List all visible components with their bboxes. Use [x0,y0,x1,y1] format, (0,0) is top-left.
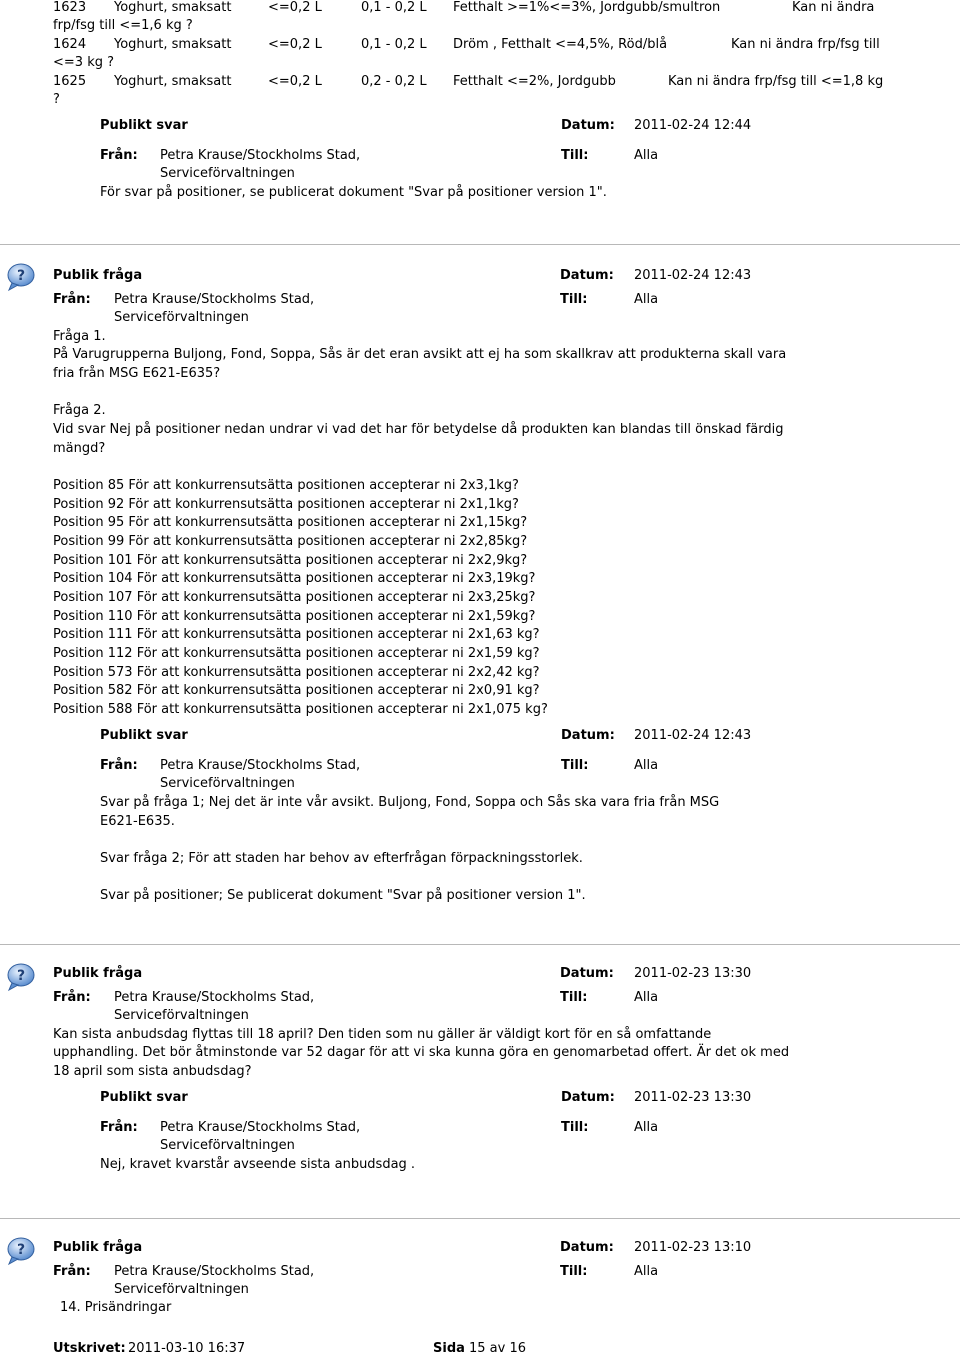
to-value: Alla [634,990,659,1005]
printed-label: Utskrivet: [53,1341,126,1356]
position-line: Position 110 För att konkurrensutsätta positionen accepterar ni 2x1,59kg? [53,609,536,624]
answer-text-line: Svar fråga 2; För att staden har behov av efterfrågan förpackningsstorlek. [100,851,583,866]
answer-text-line: E621-E635. [100,814,175,829]
divider [0,1218,960,1219]
product-note: Kan ni ändra frp/fsg till <=1,8 kg [668,74,884,89]
date-value: 2011-02-23 13:10 [634,1240,752,1255]
date-label: Datum: [561,728,615,743]
position-line: Position 588 För att konkurrensutsätta positionen accepterar ni 2x1,075 kg? [53,702,548,717]
date-label: Datum: [560,966,614,981]
question-text-line: På Varugrupperna Buljong, Fond, Soppa, Sås är det eran avsikt att ej ha som skallkrav att produkterna skall vara [53,347,787,362]
position-line: Position 95 För att konkurrensutsätta positionen accepterar ni 2x1,15kg? [53,515,528,530]
product-note: Kan ni ändra frp/fsg till [731,37,880,52]
product-id: 1624 [53,37,87,52]
svg-text:?: ? [16,1242,26,1258]
position-line: Position 99 För att konkurrensutsätta positionen accepterar ni 2x2,85kg? [53,534,528,549]
sender-name: Petra Krause/Stockholms Stad, [114,292,315,307]
sender-name: Petra Krause/Stockholms Stad, [160,148,361,163]
sender-name: Petra Krause/Stockholms Stad, [160,1120,361,1135]
answer-heading: Publikt svar [100,118,188,133]
to-label: Till: [561,148,589,163]
question-text-line: Fråga 2. [53,403,106,418]
product-spec: Fetthalt <=2%, Jordgubb [453,74,616,89]
to-value: Alla [634,758,659,773]
date-label: Datum: [560,268,614,283]
question-text-line: Vid svar Nej på positioner nedan undrar vi vad det har för betydelse då produkten kan blandas till önskad färdig [53,422,784,437]
product-range: 0,1 - 0,2 L [361,0,427,15]
date-value: 2011-02-23 13:30 [634,1090,752,1105]
question-heading: Publik fråga [53,1240,143,1255]
product-spec: Fetthalt >=1%<=3%, Jordgubb/smultron [453,0,721,15]
sender-name: Petra Krause/Stockholms Stad, [114,1264,315,1279]
to-value: Alla [634,1120,659,1135]
position-line: Position 92 För att konkurrensutsätta positionen accepterar ni 2x1,1kg? [53,497,519,512]
answer-text: Nej, kravet kvarstår avseende sista anbudsdag . [100,1157,416,1172]
to-value: Alla [634,148,659,163]
answer-heading: Publikt svar [100,728,188,743]
sender-name: Petra Krause/Stockholms Stad, [160,758,361,773]
product-note: Kan ni ändra [792,0,875,15]
product-id: 1623 [53,0,87,15]
to-label: Till: [561,758,589,773]
printed-value: 2011-03-10 16:37 [128,1341,246,1356]
sender-department: Serviceförvaltningen [114,310,249,325]
question-heading: Publik fråga [53,966,143,981]
svg-text:?: ? [16,268,26,284]
product-range: 0,2 - 0,2 L [361,74,427,89]
product-name: Yoghurt, smaksatt [114,37,232,52]
page-value: 15 av 16 [469,1341,527,1356]
from-label: Från: [100,148,138,163]
question-bubble-icon [6,1236,36,1266]
position-line: Position 85 För att konkurrensutsätta positionen accepterar ni 2x3,1kg? [53,478,519,493]
svg-text:?: ? [16,968,26,984]
product-size: <=0,2 L [268,0,322,15]
from-label: Från: [53,990,91,1005]
to-label: Till: [560,990,588,1005]
date-value: 2011-02-23 13:30 [634,966,752,981]
question-text-line: upphandling. Det bör åtminstonde var 52 dagar för att vi ska kunna göra en genomarbetad offert. Är det ok med [53,1045,790,1060]
position-line: Position 101 För att konkurrensutsätta positionen accepterar ni 2x2,9kg? [53,553,528,568]
date-label: Datum: [560,1240,614,1255]
date-value: 2011-02-24 12:43 [634,728,752,743]
page-label: Sida [433,1341,465,1356]
from-label: Från: [100,758,138,773]
product-name: Yoghurt, smaksatt [114,74,232,89]
from-label: Från: [53,1264,91,1279]
to-value: Alla [634,1264,659,1279]
question-bubble-icon [6,962,36,992]
sender-department: Serviceförvaltningen [160,776,295,791]
to-label: Till: [560,1264,588,1279]
question-text-line: mängd? [53,441,106,456]
sender-department: Serviceförvaltningen [160,1138,295,1153]
product-note-continued: ? [53,92,60,107]
product-range: 0,1 - 0,2 L [361,37,427,52]
position-line: Position 107 För att konkurrensutsätta positionen accepterar ni 2x3,25kg? [53,590,536,605]
from-label: Från: [53,292,91,307]
position-line: Position 573 För att konkurrensutsätta positionen accepterar ni 2x2,42 kg? [53,665,540,680]
product-note-continued: <=3 kg ? [53,55,115,70]
sender-department: Serviceförvaltningen [114,1282,249,1297]
product-size: <=0,2 L [268,74,322,89]
answer-heading: Publikt svar [100,1090,188,1105]
question-heading: Publik fråga [53,268,143,283]
sender-department: Serviceförvaltningen [114,1008,249,1023]
product-size: <=0,2 L [268,37,322,52]
position-line: Position 104 För att konkurrensutsätta positionen accepterar ni 2x3,19kg? [53,571,536,586]
to-value: Alla [634,292,659,307]
divider [0,944,960,945]
product-id: 1625 [53,74,87,89]
position-line: Position 111 För att konkurrensutsätta positionen accepterar ni 2x1,63 kg? [53,627,540,642]
sender-department: Serviceförvaltningen [160,166,295,181]
position-line: Position 582 För att konkurrensutsätta positionen accepterar ni 2x0,91 kg? [53,683,540,698]
question-bubble-icon [6,262,36,292]
answer-text: För svar på positioner, se publicerat dokument "Svar på positioner version 1". [100,185,607,200]
date-value: 2011-02-24 12:43 [634,268,752,283]
date-label: Datum: [561,1090,615,1105]
product-spec: Dröm , Fetthalt <=4,5%, Röd/blå [453,37,668,52]
to-label: Till: [560,292,588,307]
question-text: 14. Prisändringar [60,1300,172,1315]
answer-text-line: Svar på fråga 1; Nej det är inte vår avsikt. Buljong, Fond, Soppa och Sås ska vara fria från MSG [100,795,720,810]
position-line: Position 112 För att konkurrensutsätta positionen accepterar ni 2x1,59 kg? [53,646,540,661]
product-note-continued: frp/fsg till <=1,6 kg ? [53,18,193,33]
question-text-line: 18 april som sista anbudsdag? [53,1064,252,1079]
question-text-line: fria från MSG E621-E635? [53,366,221,381]
date-label: Datum: [561,118,615,133]
from-label: Från: [100,1120,138,1135]
divider [0,244,960,245]
date-value: 2011-02-24 12:44 [634,118,752,133]
answer-text-line: Svar på positioner; Se publicerat dokument "Svar på positioner version 1". [100,888,586,903]
product-name: Yoghurt, smaksatt [114,0,232,15]
question-text-line: Fråga 1. [53,329,106,344]
sender-name: Petra Krause/Stockholms Stad, [114,990,315,1005]
question-text-line: Kan sista anbudsdag flyttas till 18 april? Den tiden som nu gäller är väldigt kort för en så omfattande [53,1027,712,1042]
to-label: Till: [561,1120,589,1135]
